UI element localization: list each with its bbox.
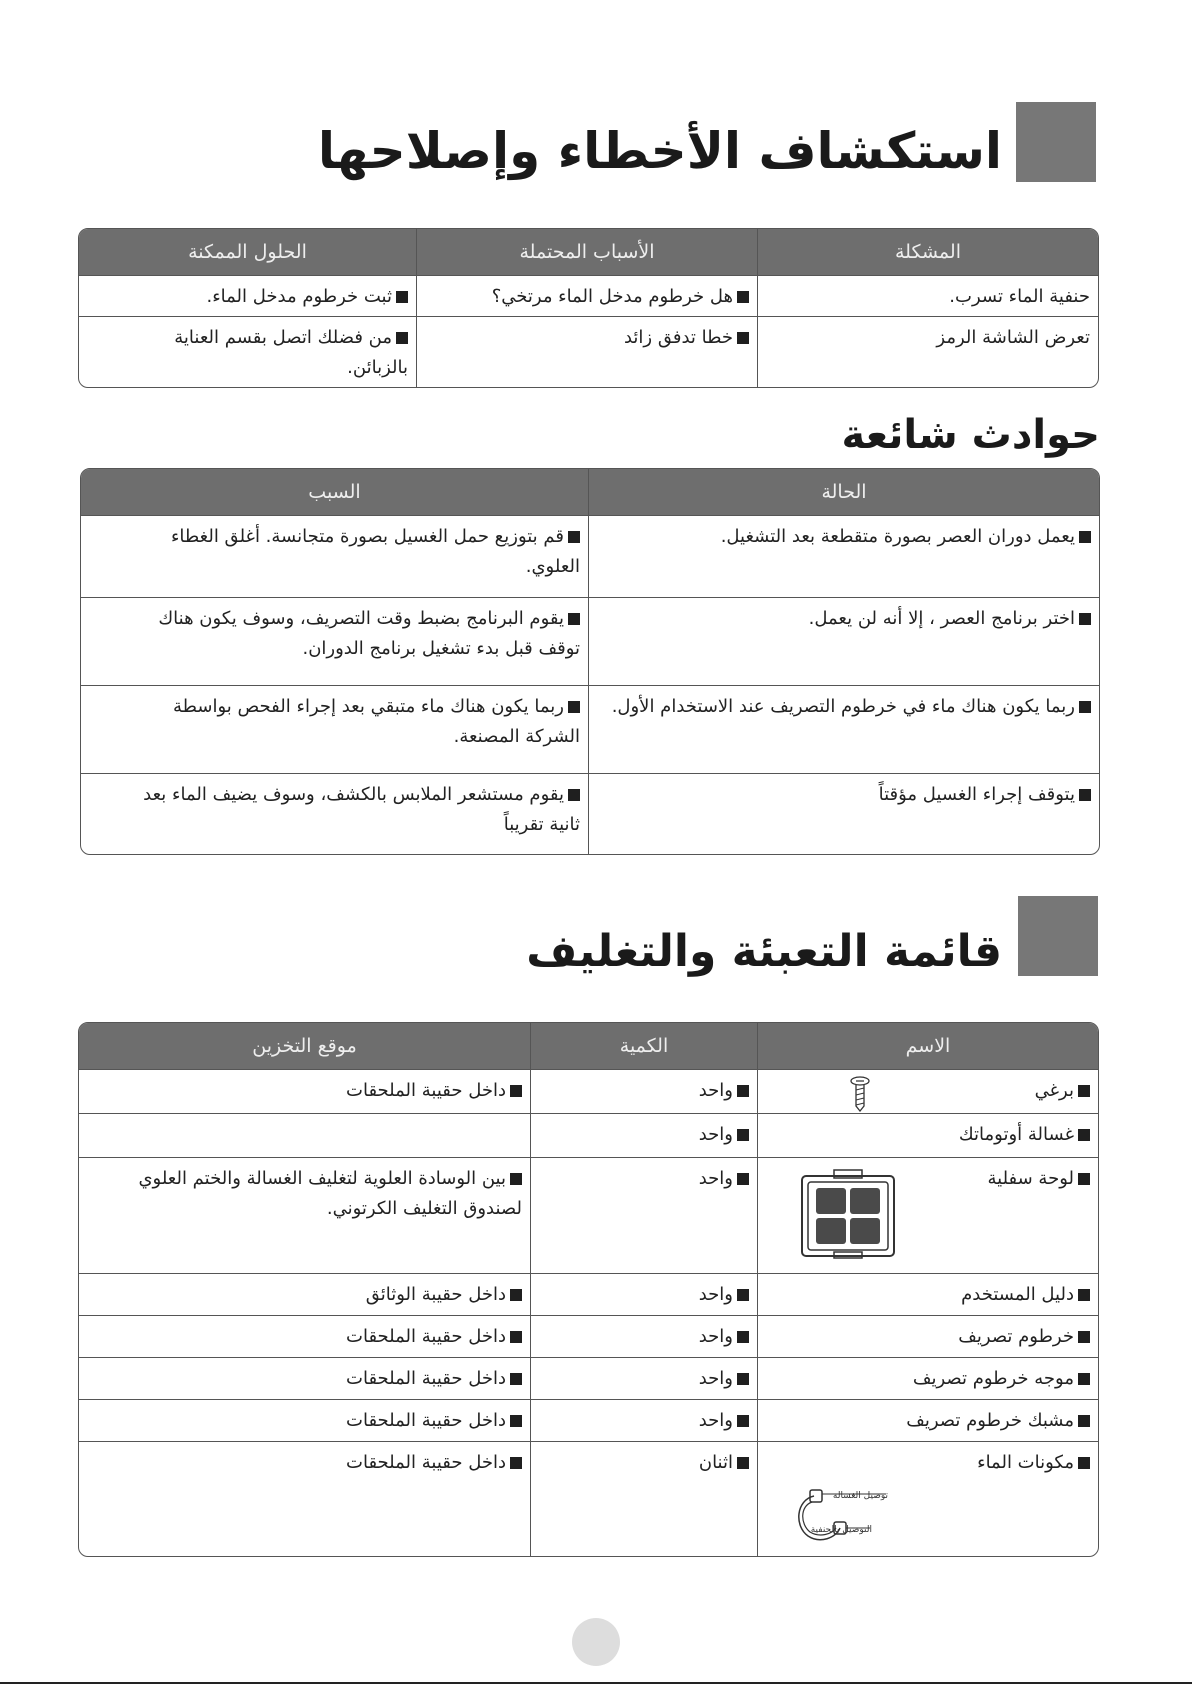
bullet-icon — [1078, 1289, 1090, 1301]
reason-cell: يقوم مستشعر الملابس بالكشف، وسوف يضيف الماء بعد ثانية تقريباً — [143, 784, 580, 835]
header-solutions: الحلول الممكنة — [79, 229, 416, 276]
bullet-icon — [1079, 613, 1091, 625]
quantity-cell: واحد — [530, 1316, 757, 1358]
location-cell: داخل حقيبة الوثائق — [79, 1274, 530, 1316]
item-name-cell: غسالة أوتوماتك — [757, 1114, 1098, 1158]
item-name-cell: برغي — [757, 1070, 1098, 1114]
state-cell: ربما يكون هناك ماء في خرطوم التصريف عند الاستخدام الأول. — [588, 686, 1099, 774]
state-cell: يتوقف إجراء الغسيل مؤقتاً — [588, 774, 1099, 854]
bullet-icon — [1078, 1415, 1090, 1427]
header-quantity: الكمية — [530, 1023, 757, 1070]
table-row — [79, 1070, 1098, 1114]
quantity-cell: اثنان — [530, 1442, 757, 1556]
water-hose-icon — [790, 1478, 940, 1552]
bottom-rule — [0, 1682, 1192, 1684]
bullet-icon — [510, 1173, 522, 1185]
bullet-icon — [737, 1085, 749, 1097]
bullet-icon — [737, 1173, 749, 1185]
bullet-icon — [1079, 701, 1091, 713]
item-name-cell: لوحة سفلية — [757, 1158, 1098, 1274]
reason-cell: ربما يكون هناك ماء متبقي بعد إجراء الفحص بواسطة الشركة المصنعة. — [81, 686, 588, 774]
state-cell: يعمل دوران العصر بصورة متقطعة بعد التشغيل. — [588, 516, 1099, 598]
table-row — [79, 1442, 1098, 1556]
reason-cell: قم بتوزيع حمل الغسيل بصورة متجانسة. أغلق الغطاء العلوي. — [81, 516, 588, 598]
section-marker-square — [1016, 102, 1096, 182]
location-cell: بين الوسادة العلوية لتغليف الغسالة والختم العلوي لصندوق التغليف الكرتوني. — [79, 1158, 530, 1274]
item-name-cell: مشبك خرطوم تصريف — [757, 1400, 1098, 1442]
bullet-icon — [510, 1289, 522, 1301]
location-cell — [79, 1114, 530, 1158]
location-cell: داخل حقيبة الملحقات — [79, 1070, 530, 1114]
bullet-icon — [1079, 531, 1091, 543]
solution-cell: ثبت خرطوم مدخل الماء. — [79, 276, 416, 317]
table-row — [81, 686, 1099, 774]
item-name-cell: موجه خرطوم تصريف — [757, 1358, 1098, 1400]
bullet-icon — [737, 1331, 749, 1343]
header-name: الاسم — [757, 1023, 1098, 1070]
bullet-icon — [568, 789, 580, 801]
bullet-icon — [510, 1415, 522, 1427]
packing-list-title: قائمة التعبئة والتغليف — [526, 926, 1002, 977]
bullet-icon — [737, 1415, 749, 1427]
table-row — [79, 1114, 1098, 1158]
bullet-icon — [1078, 1457, 1090, 1469]
item-name-cell: دليل المستخدم — [757, 1274, 1098, 1316]
troubleshooting-title: استكشاف الأخطاء وإصلاحها — [317, 122, 1002, 180]
quantity-cell: واحد — [530, 1158, 757, 1274]
bottom-board-icon — [798, 1168, 898, 1260]
bullet-icon — [1078, 1331, 1090, 1343]
problem-cell: حنفية الماء تسرب. — [757, 276, 1098, 317]
solution-cell: من فضلك اتصل بقسم العناية بالزبائن. — [174, 327, 408, 378]
state-cell: اختر برنامج العصر ، إلا أنه لن يعمل. — [588, 598, 1099, 686]
bullet-icon — [1079, 789, 1091, 801]
bullet-icon — [568, 613, 580, 625]
item-name-cell: مكونات الماء توصيل الغسالة التوصيل بالحنفية — [757, 1442, 1098, 1556]
location-cell: داخل حقيبة الملحقات — [79, 1316, 530, 1358]
header-state: الحالة — [588, 469, 1099, 516]
bullet-icon — [1078, 1129, 1090, 1141]
quantity-cell: واحد — [530, 1114, 757, 1158]
table-row — [81, 774, 1099, 854]
bullet-icon — [737, 291, 749, 303]
tap-connection-label: التوصيل بالحنفية — [810, 1525, 872, 1535]
bullet-icon — [1078, 1373, 1090, 1385]
washer-connection-label: توصيل الغسالة — [832, 1491, 888, 1501]
table-row — [81, 516, 1099, 598]
bullet-icon — [737, 1289, 749, 1301]
table-row — [81, 598, 1099, 686]
problem-cell: تعرض الشاشة الرمز — [757, 317, 1098, 387]
bullet-icon — [510, 1085, 522, 1097]
bullet-icon — [737, 1373, 749, 1385]
quantity-cell: واحد — [530, 1358, 757, 1400]
bullet-icon — [510, 1457, 522, 1469]
page-number-circle — [572, 1618, 620, 1666]
bullet-icon — [737, 1129, 749, 1141]
bullet-icon — [1078, 1085, 1090, 1097]
quantity-cell: واحد — [530, 1274, 757, 1316]
cause-cell: هل خرطوم مدخل الماء مرتخي؟ — [416, 276, 757, 317]
reason-cell: يقوم البرنامج بضبط وقت التصريف، وسوف يكون هناك توقف قبل بدء تشغيل برنامج الدوران. — [81, 598, 588, 686]
item-name-cell: خرطوم تصريف — [757, 1316, 1098, 1358]
location-cell: داخل حقيبة الملحقات — [79, 1358, 530, 1400]
screw-icon — [850, 1076, 870, 1112]
table-row — [79, 1400, 1098, 1442]
bullet-icon — [510, 1373, 522, 1385]
header-problem: المشكلة — [757, 229, 1098, 276]
quantity-cell: واحد — [530, 1400, 757, 1442]
bullet-icon — [568, 531, 580, 543]
location-cell: داخل حقيبة الملحقات — [79, 1400, 530, 1442]
bullet-icon — [737, 332, 749, 344]
table-row — [79, 276, 1098, 317]
bullet-icon — [396, 332, 408, 344]
bullet-icon — [568, 701, 580, 713]
quantity-cell: واحد — [530, 1070, 757, 1114]
header-location: موقع التخزين — [79, 1023, 530, 1070]
incidents-table — [80, 468, 1100, 855]
bullet-icon — [1078, 1173, 1090, 1185]
cause-cell: خطا تدفق زائد — [416, 317, 757, 387]
packing-table — [78, 1022, 1099, 1557]
bullet-icon — [396, 291, 408, 303]
troubleshooting-table — [78, 228, 1099, 388]
header-reason: السبب — [81, 469, 588, 516]
location-cell: داخل حقيبة الملحقات — [79, 1442, 530, 1556]
header-causes: الأسباب المحتملة — [416, 229, 757, 276]
section-marker-square — [1018, 896, 1098, 976]
common-incidents-title: حوادث شائعة — [841, 412, 1100, 458]
table-row — [79, 1316, 1098, 1358]
bullet-icon — [510, 1331, 522, 1343]
bullet-icon — [737, 1457, 749, 1469]
table-row — [79, 317, 1098, 387]
table-row — [79, 1274, 1098, 1316]
table-row — [79, 1158, 1098, 1274]
table-row — [79, 1358, 1098, 1400]
